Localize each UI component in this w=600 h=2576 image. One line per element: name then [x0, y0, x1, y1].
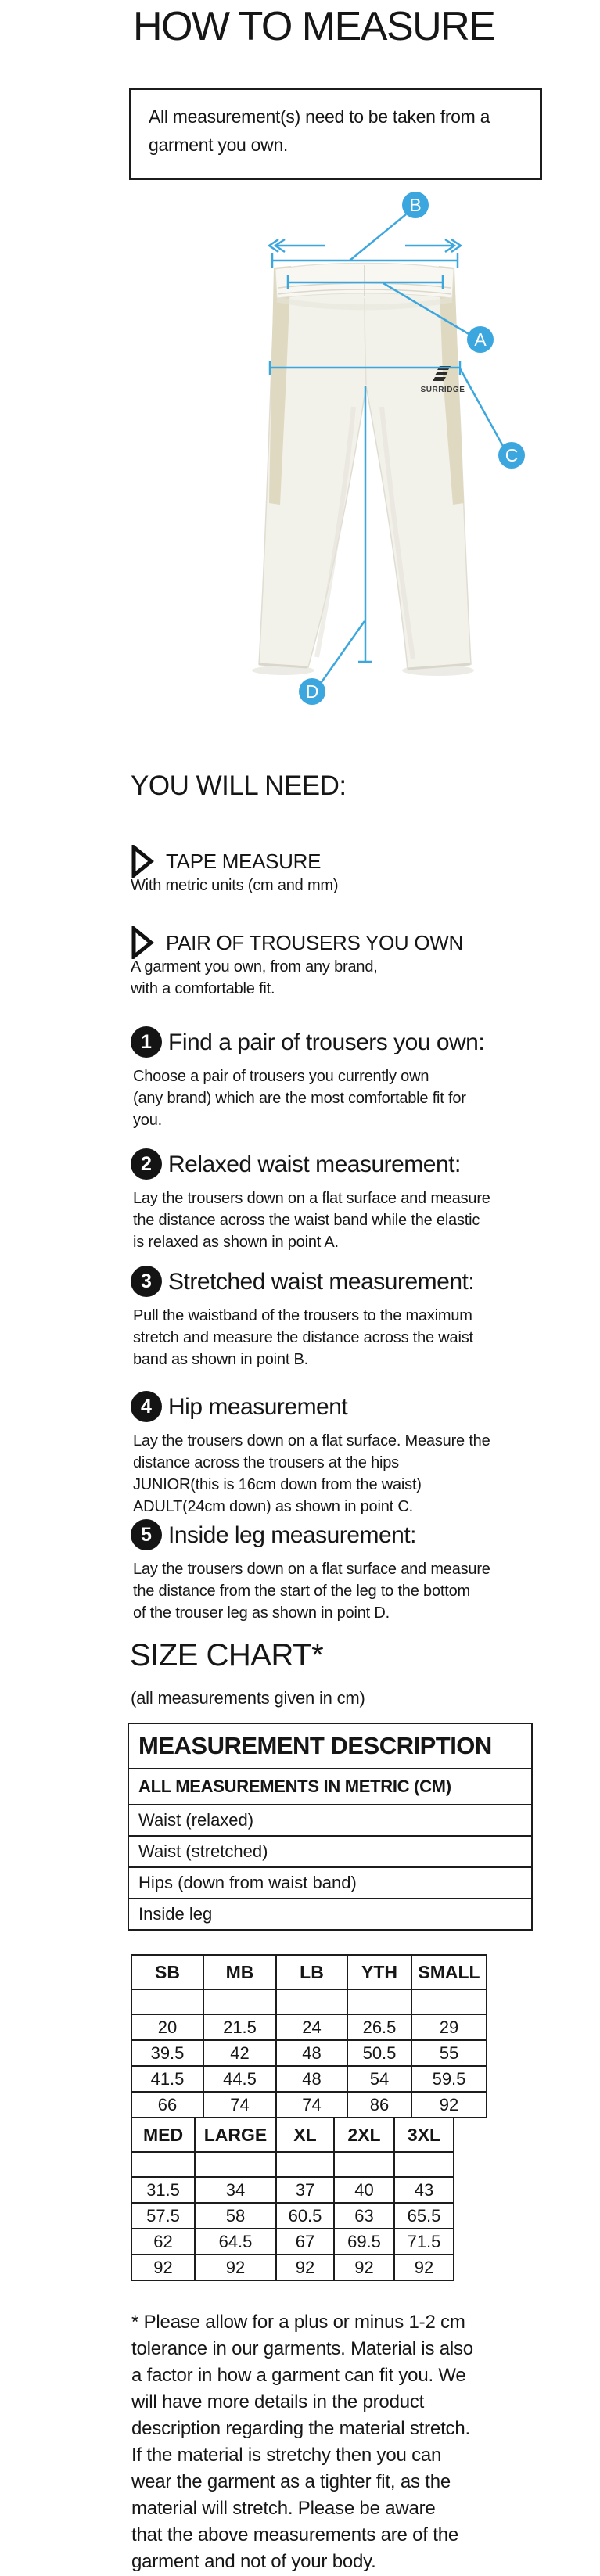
tolerance-footnote	[131, 2309, 473, 2575]
cell: 57.5	[131, 2203, 195, 2229]
cell: 58	[195, 2203, 276, 2229]
cell: 64.5	[195, 2229, 276, 2254]
cell: 48	[276, 2066, 347, 2092]
column-header: LB	[276, 1955, 347, 1989]
cell: 34	[195, 2177, 276, 2203]
trousers-illustration	[252, 264, 474, 677]
step-number-badge: 4	[131, 1391, 162, 1422]
step-line: Choose a pair of trousers you currently own	[133, 1068, 429, 1085]
table-row	[128, 1769, 532, 1805]
size-chart-heading: SIZE CHART*	[130, 1638, 324, 1672]
marker-b-leader	[350, 214, 406, 260]
table-row	[128, 1836, 532, 1867]
description-line: with a comfortable fit.	[131, 980, 275, 997]
cell: 62	[131, 2229, 195, 2254]
table-row	[128, 1867, 532, 1899]
footnote-line: a factor in how a garment can fit you. We	[131, 2365, 466, 2386]
footnote-line: description regarding the material stretch.	[131, 2418, 470, 2439]
marker-c-label: C	[505, 445, 519, 465]
table-header-row	[131, 2118, 454, 2152]
notice-line: All measurement(s) need to be taken from a	[149, 106, 490, 127]
marker-a-label: A	[474, 329, 487, 350]
cell: 40	[334, 2177, 394, 2203]
marker-c-leader	[460, 368, 504, 447]
footnote-line: If the material is stretchy then you can	[131, 2445, 442, 2466]
step-title: Relaxed waist measurement:	[168, 1151, 461, 1177]
table-row	[131, 2254, 454, 2280]
cell	[334, 2152, 394, 2177]
step-body	[133, 1305, 473, 1371]
page-title: HOW TO MEASURE	[133, 4, 495, 49]
footnote-line: that the above measurements are of the	[131, 2524, 458, 2545]
table-row	[128, 1805, 532, 1836]
cell: 92	[195, 2254, 276, 2280]
cell: 92	[276, 2254, 334, 2280]
table-row	[131, 2066, 487, 2092]
cell: 55	[411, 2040, 487, 2066]
step-line: JUNIOR(this is 16cm down from the waist)	[133, 1476, 422, 1493]
cell: 48	[276, 2040, 347, 2066]
step-number-badge: 1	[131, 1026, 162, 1058]
cell: 92	[334, 2254, 394, 2280]
table-row	[128, 1899, 532, 1930]
column-header: XL	[276, 2118, 334, 2152]
cell: Waist (stretched)	[128, 1836, 532, 1867]
cell: 20	[131, 2014, 203, 2040]
notice-box	[129, 88, 542, 180]
cell	[276, 1989, 347, 2014]
step-line: is relaxed as shown in point A.	[133, 1234, 339, 1251]
table-row	[131, 2177, 454, 2203]
step-line: distance across the trousers at the hips	[133, 1454, 399, 1471]
description-line: A garment you own, from any brand,	[131, 958, 378, 975]
table-row	[131, 2152, 454, 2177]
cell: 29	[411, 2014, 487, 2040]
you-will-need-heading: YOU WILL NEED:	[131, 771, 347, 801]
marker-d-label: D	[305, 681, 319, 702]
step-body	[133, 1558, 490, 1624]
cell: 67	[276, 2229, 334, 2254]
step-number-badge: 5	[131, 1519, 162, 1550]
table-row	[131, 1989, 487, 2014]
column-header: SB	[131, 1955, 203, 1989]
step-body	[133, 1430, 490, 1518]
tape-measure-label: TAPE MEASURE	[166, 850, 322, 873]
table-row	[131, 2040, 487, 2066]
cell: 63	[334, 2203, 394, 2229]
cell: 92	[411, 2092, 487, 2118]
cell: 44.5	[203, 2066, 276, 2092]
footnote-line: will have more details in the product	[131, 2391, 425, 2413]
cell: 24	[276, 2014, 347, 2040]
cell	[131, 2152, 195, 2177]
step-line: the distance across the waist band while the elastic	[133, 1212, 480, 1229]
cell: Waist (relaxed)	[128, 1805, 532, 1836]
step-line: the distance from the start of the leg to the bottom	[133, 1583, 470, 1600]
step-line: Lay the trousers down on a flat surface and measure	[133, 1190, 490, 1207]
notice-line: garment you own.	[149, 135, 289, 155]
cell: 66	[131, 2092, 203, 2118]
column-header: MED	[131, 2118, 195, 2152]
footnote-line: material will stretch. Please be aware	[131, 2498, 436, 2519]
step-line: Lay the trousers down on a flat surface and measure	[133, 1561, 490, 1578]
footnote-line: tolerance in our garments. Material is also	[131, 2338, 473, 2359]
step-title: Find a pair of trousers you own:	[168, 1029, 485, 1055]
table-row	[128, 1723, 532, 1769]
step-body	[133, 1187, 490, 1253]
cell: 59.5	[411, 2066, 487, 2092]
triangle-bullet-icon	[131, 845, 154, 878]
cell: 31.5	[131, 2177, 195, 2203]
marker-b-label: B	[409, 195, 422, 215]
cell	[203, 1989, 276, 2014]
cell	[131, 1989, 203, 2014]
table-row	[131, 2092, 487, 2118]
surridge-logo-text: SURRIDGE	[420, 386, 465, 394]
step-line: you.	[133, 1112, 163, 1129]
column-header: SMALL	[411, 1955, 487, 1989]
table-header-cell: MEASUREMENT DESCRIPTION	[128, 1723, 532, 1769]
cell	[394, 2152, 454, 2177]
step-title: Stretched waist measurement:	[168, 1269, 475, 1295]
column-header: 3XL	[394, 2118, 454, 2152]
step-line: ADULT(24cm down) as shown in point C.	[133, 1498, 413, 1515]
cell: 74	[203, 2092, 276, 2118]
cell: 26.5	[347, 2014, 411, 2040]
step-title: Hip measurement	[168, 1394, 348, 1420]
step-line: Lay the trousers down on a flat surface. Measure the	[133, 1432, 490, 1450]
cell: 60.5	[276, 2203, 334, 2229]
column-header: MB	[203, 1955, 276, 1989]
column-header: LARGE	[195, 2118, 276, 2152]
triangle-bullet-icon	[131, 926, 154, 959]
cell: 71.5	[394, 2229, 454, 2254]
cell: Inside leg	[128, 1899, 532, 1930]
adult-size-table	[131, 2117, 454, 2281]
cell: 69.5	[334, 2229, 394, 2254]
cell: 39.5	[131, 2040, 203, 2066]
column-header: YTH	[347, 1955, 411, 1989]
table-subheader-cell: ALL MEASUREMENTS IN METRIC (CM)	[128, 1769, 532, 1805]
cell	[276, 2152, 334, 2177]
junior-size-table	[131, 1954, 487, 2118]
cell	[347, 1989, 411, 2014]
cell	[195, 2152, 276, 2177]
cell: 43	[394, 2177, 454, 2203]
cell: 92	[394, 2254, 454, 2280]
cell: 65.5	[394, 2203, 454, 2229]
step-line: of the trouser leg as shown in point D.	[133, 1604, 390, 1622]
table-header-row	[131, 1955, 487, 1989]
step-line: band as shown in point B.	[133, 1351, 309, 1368]
footnote-line: * Please allow for a plus or minus 1-2 cm	[131, 2312, 465, 2333]
table-row	[131, 2229, 454, 2254]
step-body	[133, 1065, 466, 1131]
cell: 54	[347, 2066, 411, 2092]
cell: 50.5	[347, 2040, 411, 2066]
table-row	[131, 2014, 487, 2040]
size-chart-subtitle: (all measurements given in cm)	[131, 1688, 365, 1708]
cell: Hips (down from waist band)	[128, 1867, 532, 1899]
step-line: (any brand) which are the most comfortable fit for	[133, 1090, 466, 1107]
tape-measure-description: With metric units (cm and mm)	[131, 877, 339, 894]
step-number-badge: 2	[131, 1148, 162, 1180]
cell: 41.5	[131, 2066, 203, 2092]
cell: 86	[347, 2092, 411, 2118]
table-row	[131, 2203, 454, 2229]
step-line: Pull the waistband of the trousers to the maximum	[133, 1307, 472, 1324]
marker-d-leader	[322, 621, 365, 682]
trousers-item-description	[131, 956, 378, 1000]
footnote-line: garment and not of your body.	[131, 2551, 376, 2572]
step-line: stretch and measure the distance across the waist	[133, 1329, 473, 1346]
cell: 92	[131, 2254, 195, 2280]
cell: 74	[276, 2092, 347, 2118]
trousers-item-label: PAIR OF TROUSERS YOU OWN	[166, 931, 463, 954]
footnote-line: wear the garment as a tighter fit, as the	[131, 2471, 451, 2492]
column-header: 2XL	[334, 2118, 394, 2152]
cell	[411, 1989, 487, 2014]
step-title: Inside leg measurement:	[168, 1522, 417, 1548]
step-number-badge: 3	[131, 1266, 162, 1297]
cell: 37	[276, 2177, 334, 2203]
cell: 42	[203, 2040, 276, 2066]
cell: 21.5	[203, 2014, 276, 2040]
measurement-description-table	[128, 1723, 533, 1931]
